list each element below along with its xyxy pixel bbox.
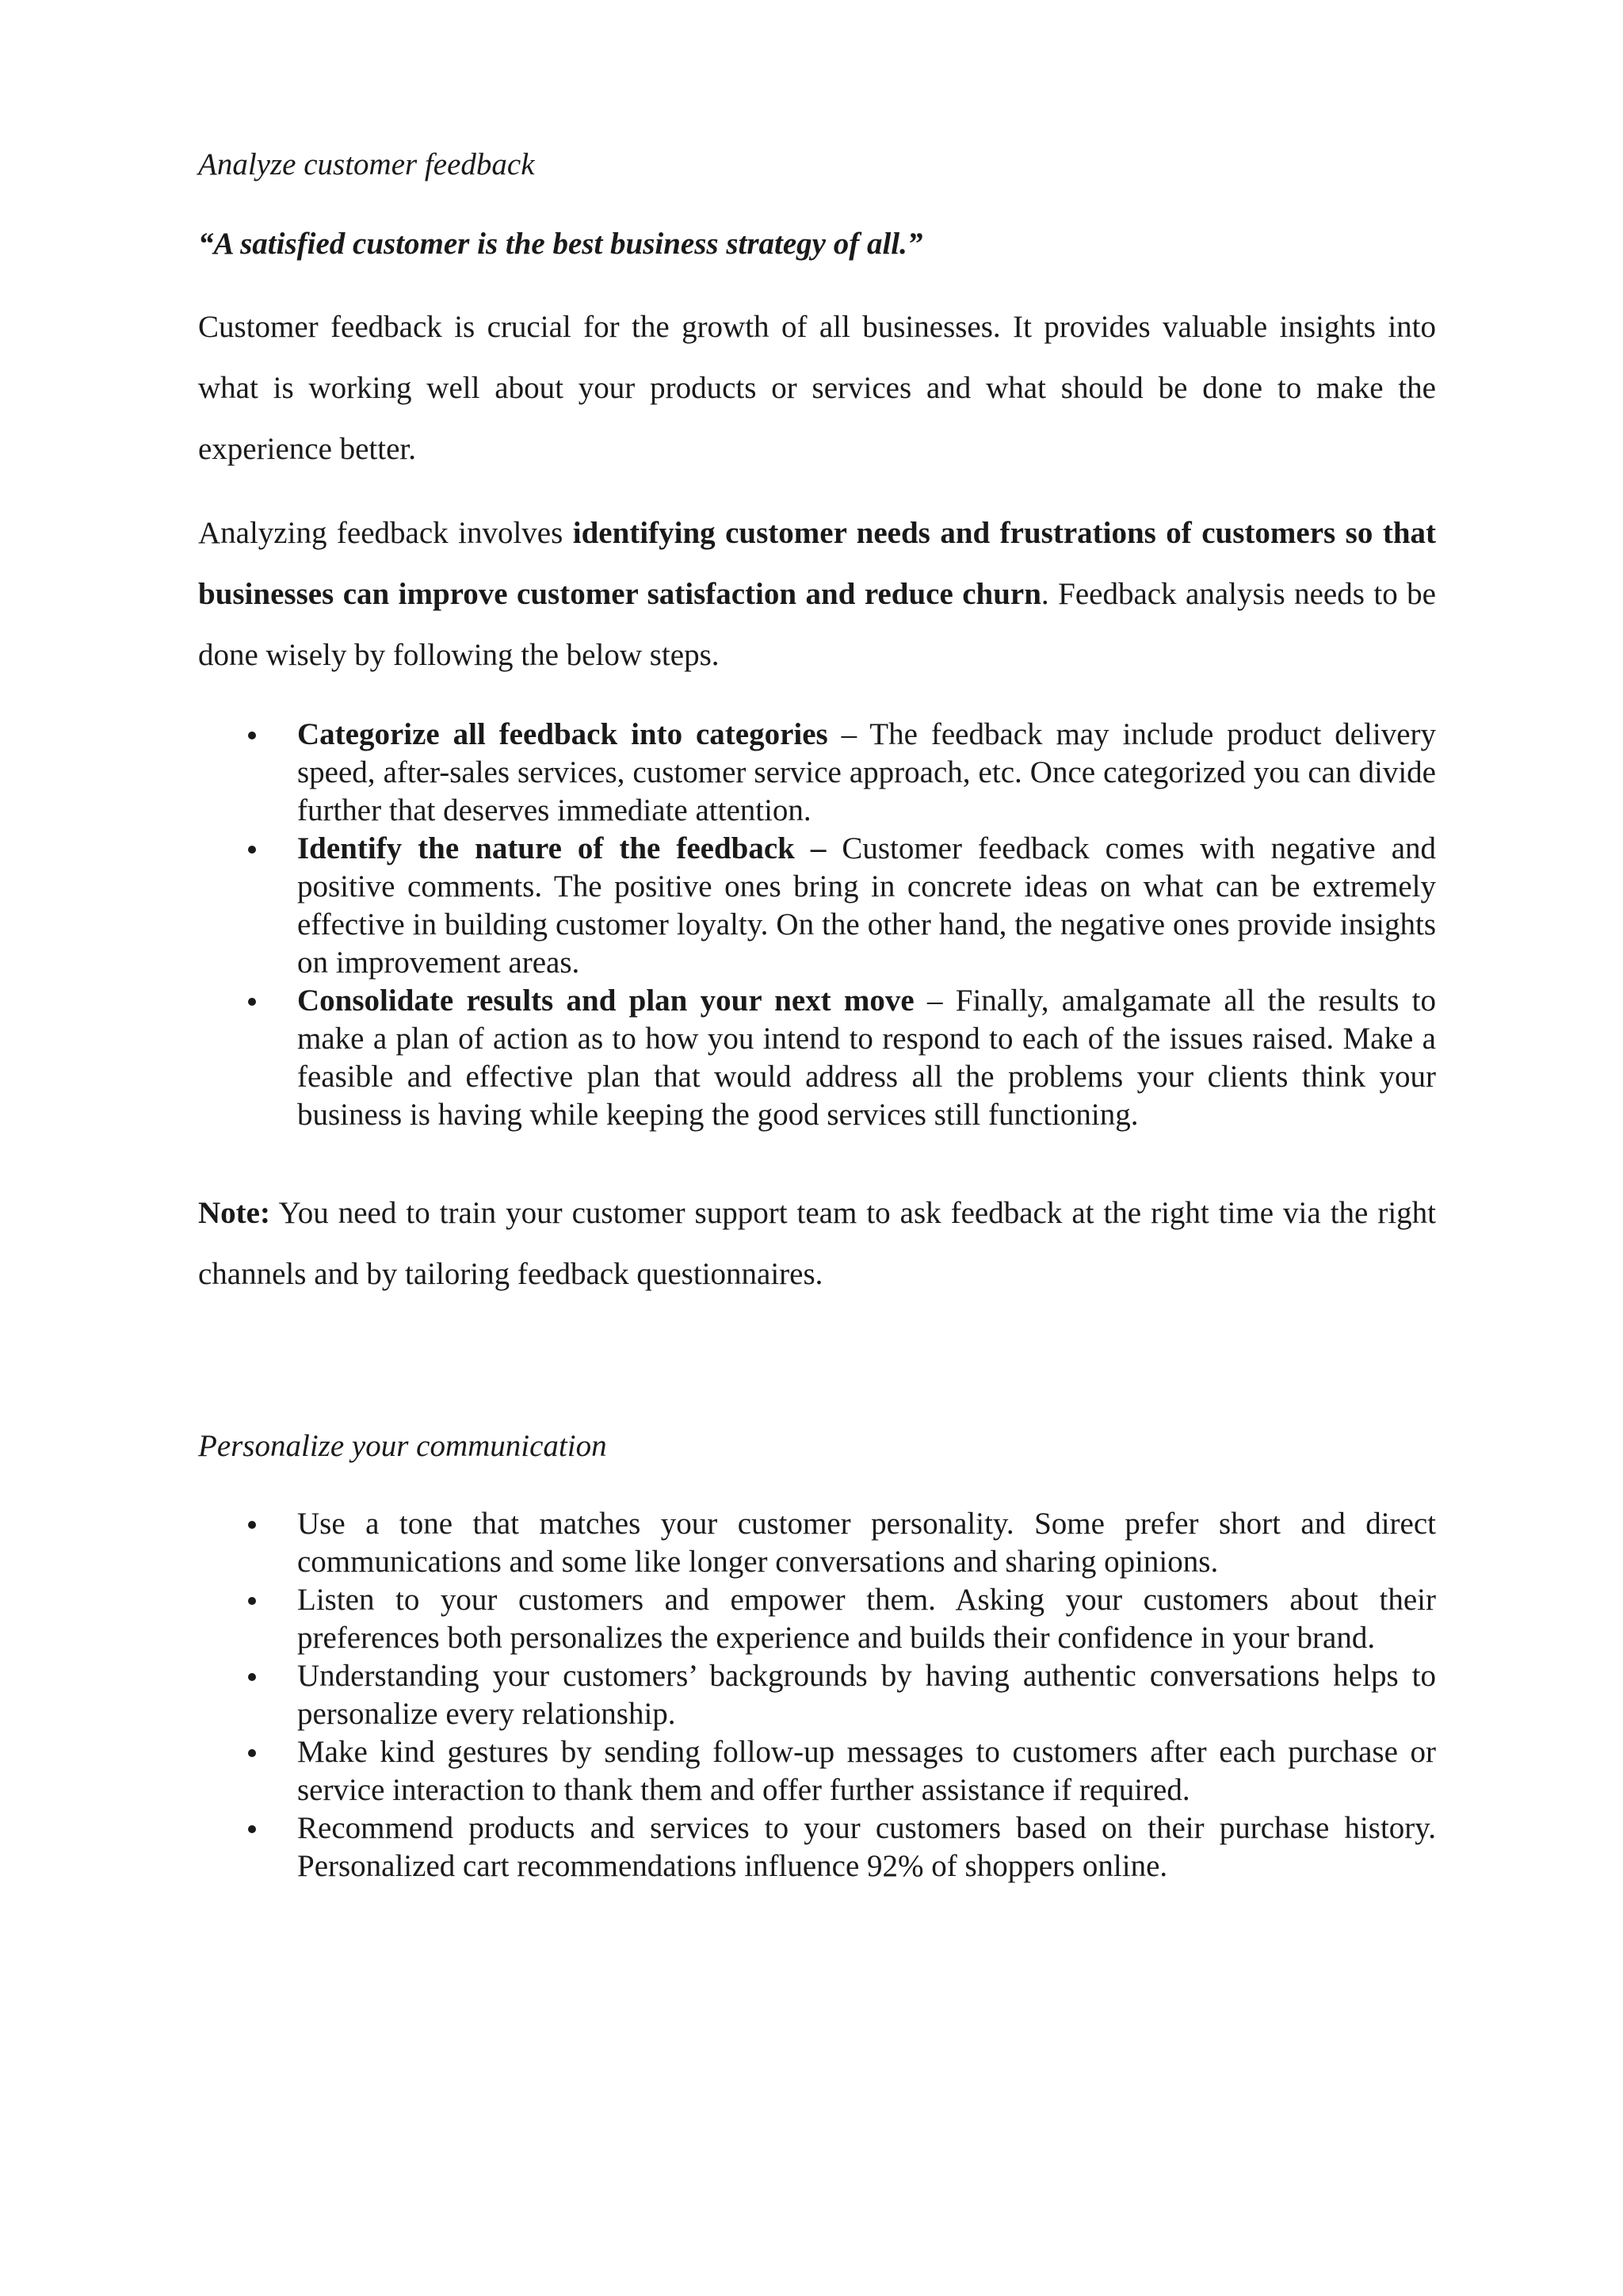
bullet-icon [248,1673,256,1681]
section-heading-analyze: Analyze customer feedback [198,147,535,181]
note-paragraph [198,1182,1436,1305]
list-item-text: Understanding your customers’ backgrounds by having authentic conversations helps to personalize every relationship. [297,1659,1436,1731]
note-text: You need to train your customer support team to ask feedback at the right time via the right channels and by tailoring feedback questionnaires. [198,1196,1436,1291]
list-item-text: Listen to your customers and empower them. Asking your customers about their preferences both personalizes the experience and builds their confidence in your brand. [297,1583,1436,1655]
list-item [198,1657,1436,1733]
bullet-icon [248,1825,256,1833]
list-item-text: Make kind gestures by sending follow-up messages to customers after each purchase or service interaction to thank them and offer further assistance if required. [297,1735,1436,1807]
bullet-icon [248,1749,256,1757]
analysis-text-bold: identifying customer needs and frustrations of customers so that businesses can improve customer satisfaction and reduce churn [198,516,1437,611]
analysis-paragraph [198,502,1436,686]
bullet-icon [248,1521,256,1529]
quote: “A satisfied customer is the best business strategy of all.” [198,227,923,261]
bullet-icon [248,732,256,739]
list-item-text: Recommend products and services to your customers based on their purchase history. Personalized cart recommendations influence 92% of shoppers online. [297,1811,1436,1883]
list-item [198,1581,1436,1657]
bullet-icon [248,1597,256,1605]
bullet-icon [248,998,256,1006]
list-item [198,1809,1436,1885]
list-item [198,1733,1436,1809]
list-item [198,982,1436,1134]
step-text: Customer feedback comes with negative and positive comments. The positive ones bring in concrete ideas on what can be extremely effective in building customer loyalty. On the other hand, the negative ones provide insights on improvement areas. [297,831,1436,980]
analysis-text-pre: Analyzing feedback involves [198,516,573,550]
list-item-text: Use a tone that matches your customer personality. Some prefer short and direct communications and some like longer conversations and sharing opinions. [297,1507,1436,1579]
section-heading-personalize: Personalize your communication [198,1429,607,1463]
feedback-steps-list [198,716,1436,1134]
analysis-text-post: . Feedback analysis needs to be done wisely by following the below steps. [198,577,1436,672]
note-label: Note: [198,1196,270,1230]
step-title: Consolidate results and plan your next move [297,984,915,1018]
intro-paragraph: Customer feedback is crucial for the growth of all businesses. It provides valuable insights into what is working well about your products or services and what should be done to make the experience better. [198,310,1436,466]
step-title: Identify the nature of the feedback – [297,831,827,865]
list-item [198,716,1436,830]
step-text: – The feedback may include product delivery speed, after-sales services, customer service approach, etc. Once categorized you can divide further that deserves immediate attention. [297,717,1436,827]
step-title: Categorize all feedback into categories [297,717,828,751]
bullet-icon [248,846,256,854]
step-text: – Finally, amalgamate all the results to make a plan of action as to how you intend to respond to each of the issues raised. Make a feasible and effective plan that would address all the problems your clients think your business is having while keeping the good services still functioning. [297,984,1437,1132]
list-item [198,830,1436,982]
personalize-list [198,1505,1436,1885]
list-item [198,1505,1436,1581]
